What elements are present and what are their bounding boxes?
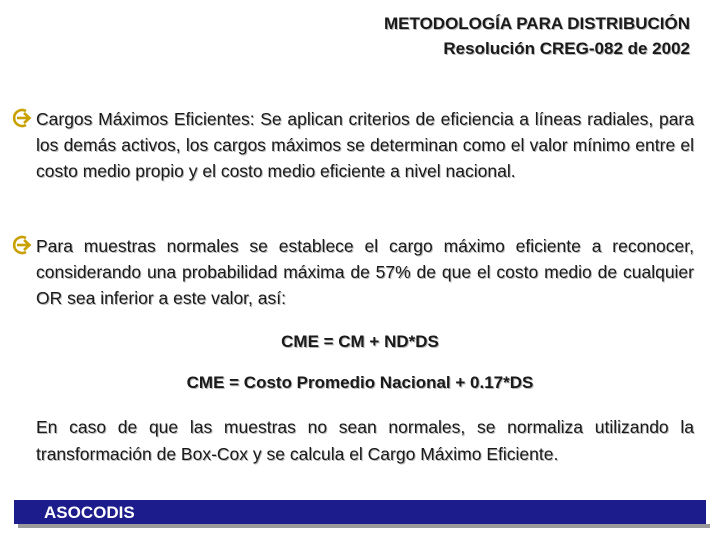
formula-2: CME = Costo Promedio Nacional + 0.17*DS <box>186 373 534 392</box>
footer-shadow <box>18 524 710 528</box>
footer-bar <box>14 500 706 524</box>
formula-1: CME = CM + ND*DS <box>281 332 439 351</box>
bullet-text-1: Cargos Máximos Eficientes: Se aplican criterios de eficiencia a líneas radiales, para los demás activos, los cargos máximos se determinan como el valor mínimo entre el costo medio propio y el costo medio eficiente a nivel nacional. <box>36 109 694 181</box>
arrow-right-circle-icon <box>12 107 32 129</box>
bullet-text-2: Para muestras normales se establece el cargo máximo eficiente a reconocer, considerando una probabilidad máxima de 57% de que el costo medio de cualquier OR sea inferior a este valor, así: <box>36 236 694 308</box>
title-line-2: Resolución CREG-082 de 2002 <box>443 39 690 58</box>
footer-label: ASOCODIS <box>44 503 135 522</box>
normalization-note: En caso de que las muestras no sean normales, se normaliza utilizando la transformación de Box-Cox y se calcula el Cargo Máximo Eficiente. <box>36 417 694 464</box>
bullet-item-2 <box>12 233 694 311</box>
bullet-item-1 <box>12 106 694 184</box>
title-line-1: METODOLOGÍA PARA DISTRIBUCIÓN <box>384 14 690 33</box>
slide-title <box>384 11 690 61</box>
arrow-right-circle-icon <box>12 234 32 256</box>
